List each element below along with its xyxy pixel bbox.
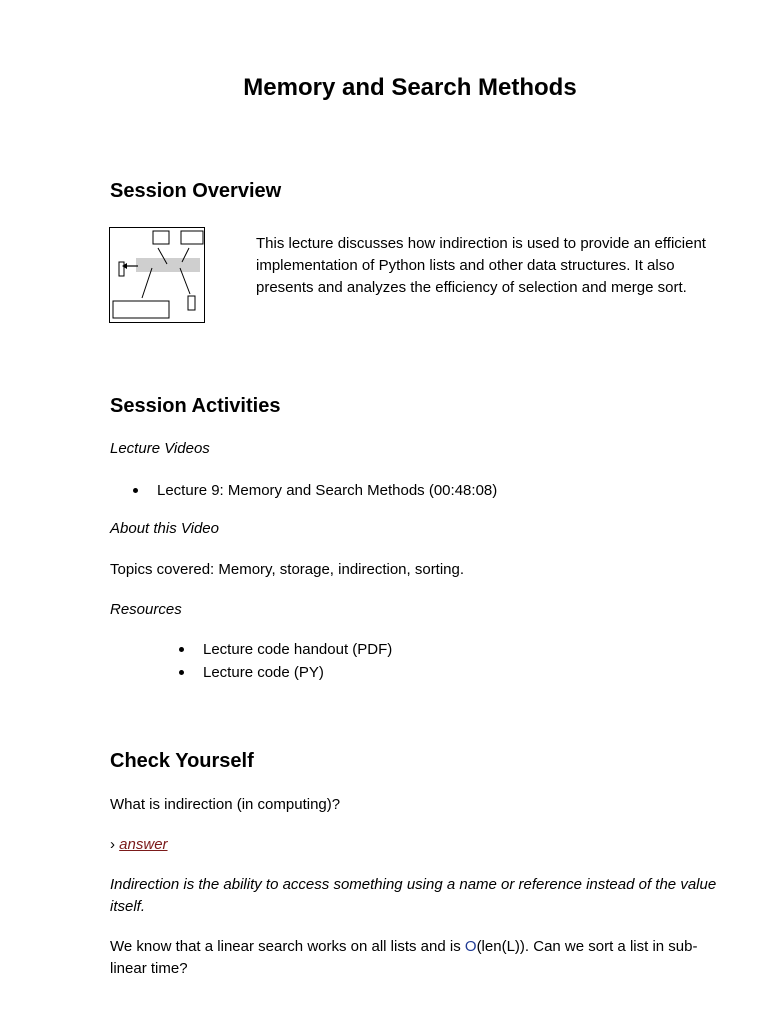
overview-text: This lecture discusses how indirection is used to provide an efficient implementation of Python lists and other data structures. It also presents and analyzes the efficiency of selection and merge sort. [256, 235, 706, 296]
resource-type: (PDF) [352, 641, 393, 658]
indirection-diagram [110, 228, 204, 322]
lecture-title: : Memory and [219, 482, 316, 499]
big-o-symbol: O [464, 938, 477, 955]
answer-1-text: Indirection is the ability to access something using a name or reference instead of the value itself. [110, 876, 717, 915]
answer-link[interactable]: answer [119, 836, 168, 853]
resource-label: Lecture code handout [203, 641, 353, 658]
resource-item[interactable] [203, 638, 392, 661]
about-video-label: About this Video [110, 520, 219, 537]
duration-hours: 00 [433, 482, 451, 499]
lecture-item[interactable] [157, 479, 497, 502]
answer-toggle [110, 834, 168, 856]
duration-minutes: 48 [454, 482, 472, 499]
resources-label: Resources [110, 601, 182, 618]
question-1: What is indirection (in computing)? [110, 796, 341, 813]
overview-diagram-image [109, 227, 205, 323]
lecture-number: 9 [211, 482, 220, 499]
duration-seconds: 08 [475, 482, 493, 499]
bullet-icon [179, 647, 184, 652]
duration-colon: : [450, 482, 455, 499]
duration-colon: : [471, 482, 476, 499]
question-2 [110, 936, 720, 980]
question-2-part-b: (len(L)). Can we sort a list in sub-linear time? [110, 938, 698, 977]
session-activities-heading: Session Activities [110, 395, 281, 417]
duration-close: ) [492, 482, 498, 499]
resources-list [203, 638, 392, 684]
topics-covered: Topics covered: Memory, storage, indirection, sorting. [110, 561, 465, 578]
lecture-title-rest: earch Methods [325, 482, 425, 499]
resource-label: Lecture code [203, 664, 294, 681]
question-2-part-a: We know that a linear search works on all lists and is [110, 938, 465, 955]
bullet-icon [179, 670, 184, 675]
lecture-prefix: Lecture [157, 482, 212, 499]
answer-chevron-icon: › [110, 836, 120, 853]
lecture-videos-label: Lecture Videos [110, 440, 210, 457]
duration-open: ( [424, 482, 434, 499]
page-title: Memory and Search Methods [243, 74, 577, 101]
lecture-list [157, 479, 497, 502]
lecture-title-s: S [315, 482, 326, 499]
resource-type: (PY) [293, 664, 324, 681]
check-yourself-heading: Check Yourself [110, 750, 254, 772]
session-overview-heading: Session Overview [110, 180, 282, 202]
bullet-icon [133, 488, 138, 493]
resource-item[interactable] [203, 661, 392, 684]
